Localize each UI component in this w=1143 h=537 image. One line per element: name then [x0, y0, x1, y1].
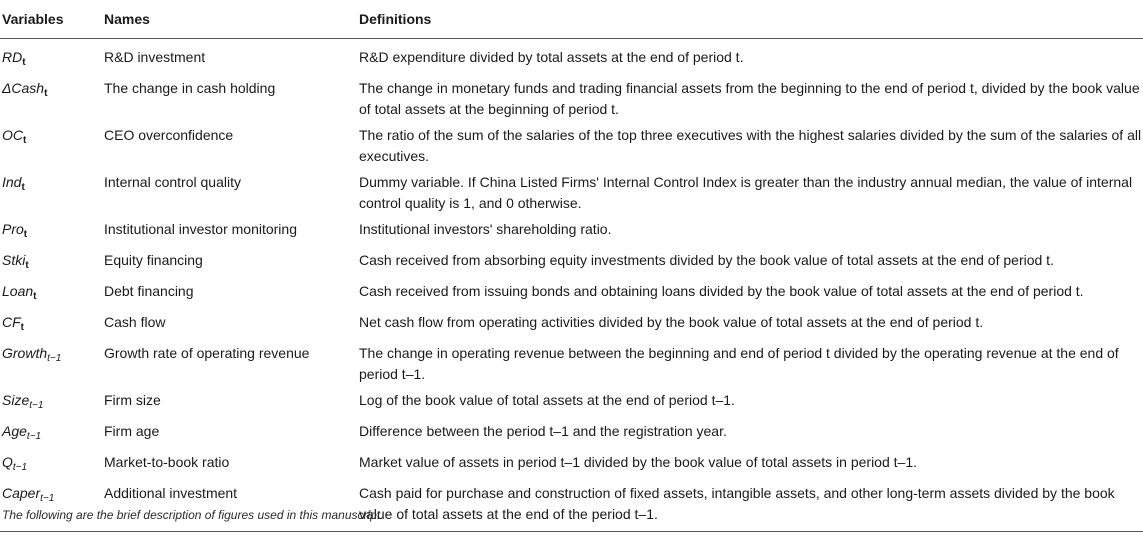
- variable-base: Size: [2, 392, 30, 408]
- variable-name: Equity financing: [104, 252, 203, 268]
- variable-definition: The ratio of the sum of the salaries of the top three executives with the highest salaries divided by the sum of the salaries of all executives.: [359, 127, 1142, 164]
- variable-definition: Dummy variable. If China Listed Firms' Internal Control Index is greater than the industry annual median, the value of internal control quality is 1, and 0 otherwise.: [359, 174, 1133, 211]
- table-row: [0, 76, 1143, 123]
- variable-base: Ind: [2, 174, 22, 190]
- variable-subscript: t: [23, 229, 28, 240]
- variable-subscript: t−1: [47, 353, 62, 364]
- variable-subscript: t−1: [12, 462, 28, 473]
- variable-definition: Difference between the period t–1 and the registration year.: [359, 423, 727, 439]
- header-names: Names: [102, 0, 357, 39]
- variable-symbol: [0, 170, 102, 217]
- variable-name: Growth rate of operating revenue: [104, 345, 310, 361]
- variable-symbol: [0, 481, 102, 532]
- table-row: [0, 123, 1143, 170]
- variable-definition: R&D expenditure divided by total assets at the end of period t.: [359, 49, 744, 65]
- variable-definition: Cash received from issuing bonds and obtaining loans divided by the book value of total assets at the end of period t.: [359, 283, 1084, 299]
- variable-subscript: t: [21, 182, 25, 193]
- variable-definition: Cash paid for purchase and construction of fixed assets, intangible assets, and other long-term assets divided by the book value of total assets at the end of the period t–1.: [357, 481, 1143, 532]
- variable-subscript: t: [20, 322, 25, 333]
- variable-name: CEO overconfidence: [104, 127, 234, 143]
- table-header: [0, 0, 1143, 39]
- table-row: [0, 170, 1143, 217]
- table-row: [0, 217, 1143, 248]
- table-row: [0, 341, 1143, 388]
- variable-name: Firm size: [104, 392, 161, 408]
- variable-base: Pro: [2, 221, 24, 237]
- variable-name: Firm age: [104, 423, 160, 439]
- header-row: [0, 0, 1143, 39]
- variable-base: OC: [2, 127, 23, 143]
- variable-definition: Net cash flow from operating activities divided by the book value of total assets at the end of period t.: [359, 314, 984, 330]
- variable-subscript: t−1: [40, 493, 55, 504]
- variable-definition: Market value of assets in period t–1 divided by the book value of total assets in period t–1.: [359, 454, 917, 470]
- table-footnote: The following are the brief description of figures used in this manuscript.: [2, 508, 384, 522]
- variable-name: R&D investment: [104, 49, 206, 65]
- variable-name: The change in cash holding: [104, 80, 276, 96]
- header-definitions: Definitions: [357, 0, 1143, 39]
- table-row: [0, 481, 1143, 532]
- variable-base: Q: [2, 454, 13, 470]
- variable-symbol: [0, 76, 102, 123]
- variable-base: ΔCash: [2, 80, 45, 96]
- variable-symbol: [0, 450, 102, 481]
- variable-base: RD: [2, 49, 23, 65]
- variable-definition: The change in operating revenue between the beginning and end of period t divided by the operating revenue at the end of period t–1.: [359, 345, 1119, 382]
- variable-subscript: t: [23, 135, 27, 146]
- table-row: [0, 310, 1143, 341]
- table-row: [0, 248, 1143, 279]
- variable-subscript: t−1: [26, 431, 42, 442]
- variable-definition: Cash received from absorbing equity investments divided by the book value of total assets at the end of period t.: [359, 252, 1054, 268]
- variable-base: Stki: [2, 252, 26, 268]
- table-row: [0, 388, 1143, 419]
- variable-subscript: t: [33, 291, 37, 302]
- header-variables: Variables: [0, 0, 102, 39]
- variable-base: Growth: [2, 345, 48, 361]
- table-body: [0, 39, 1143, 532]
- variable-symbol: [0, 341, 102, 388]
- variable-name: Debt financing: [104, 283, 194, 299]
- variable-base: Age: [2, 423, 27, 439]
- variable-name: Market-to-book ratio: [104, 454, 230, 470]
- table-row: [0, 279, 1143, 310]
- variable-symbol: [0, 310, 102, 341]
- variable-definition: Log of the book value of total assets at the end of period t–1.: [359, 392, 735, 408]
- variable-definition: Institutional investors' shareholding ratio.: [359, 221, 612, 237]
- variable-base: Caper: [2, 485, 41, 501]
- variable-symbol: [0, 279, 102, 310]
- variable-name: Institutional investor monitoring: [104, 221, 297, 237]
- variable-symbol: [0, 39, 102, 77]
- variable-name: Internal control quality: [104, 174, 241, 190]
- variable-base: Loan: [2, 283, 34, 299]
- table-row: [0, 39, 1143, 77]
- variable-symbol: [0, 419, 102, 450]
- table-row: [0, 419, 1143, 450]
- variable-subscript: t: [25, 260, 29, 271]
- variable-subscript: t: [22, 57, 26, 68]
- variable-base: CF: [2, 314, 21, 330]
- variable-subscript: t−1: [29, 400, 44, 411]
- table-row: [0, 450, 1143, 481]
- variable-symbol: [0, 388, 102, 419]
- variable-definition: The change in monetary funds and trading financial assets from the beginning to the end of period t, divided by the book value of total assets at the beginning of period t.: [359, 80, 1140, 117]
- variable-symbol: [0, 248, 102, 279]
- variable-symbol: [0, 123, 102, 170]
- variable-subscript: t: [44, 88, 48, 99]
- variable-name: Cash flow: [104, 314, 166, 330]
- variable-name: Additional investment: [102, 481, 357, 532]
- variable-symbol: [0, 217, 102, 248]
